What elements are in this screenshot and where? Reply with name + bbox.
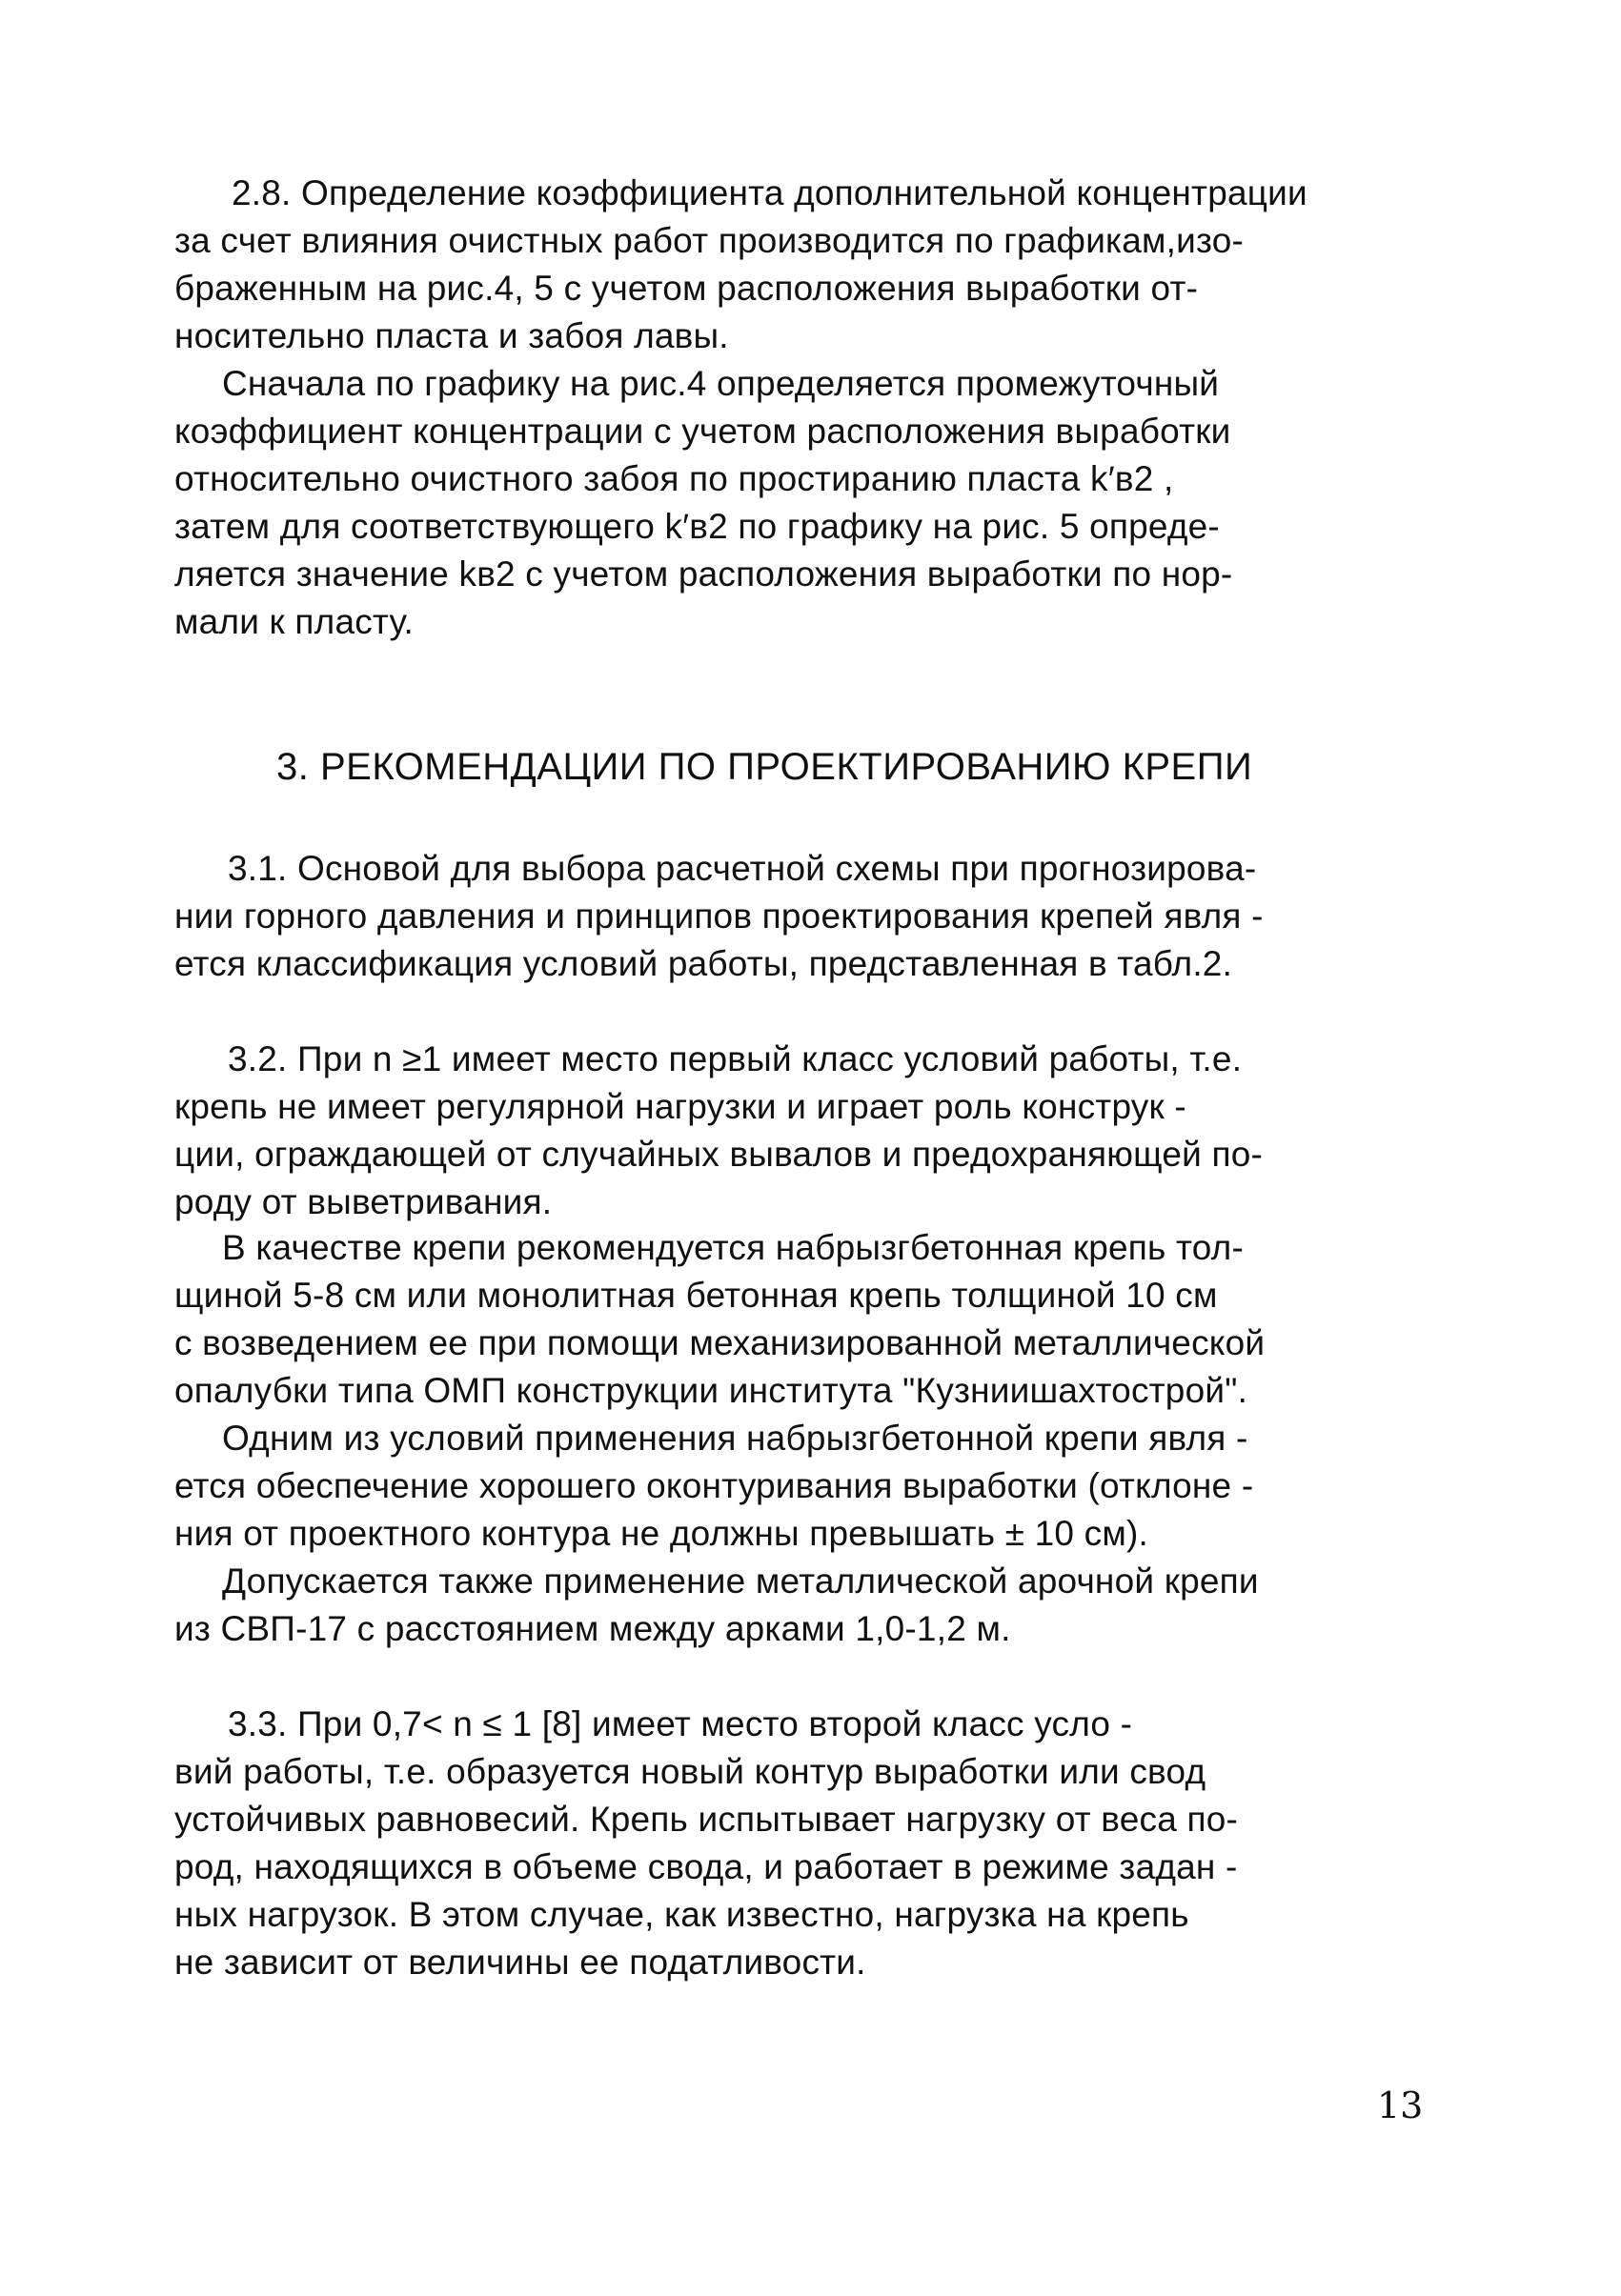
page-number: 13 [1377,2085,1424,2126]
paragraph-3-2-b [174,1224,1470,1415]
text-line: род, находящихся в объеме свода, и работает в режиме задан - [174,1847,1238,1886]
text-line: браженным на рис.4, 5 с учетом расположения выработки от- [174,269,1199,308]
text-line: не зависит от величины ее податливости. [174,1943,866,1982]
text-line: 3.1. Основой для выбора расчетной схемы при прогнозирова- [228,849,1257,888]
paragraph-2-8-cont [174,360,1470,646]
text-line: В качестве крепи рекомендуется набрызгбетонная крепь тол- [222,1228,1244,1267]
text-line: ния от проектного контура не должны превышать ± 10 см). [174,1514,1149,1553]
text-line: вий работы, т.е. образуется новый контур выработки или свод [174,1752,1206,1791]
text-line: ных нагрузок. В этом случае, как известно, нагрузка на крепь [174,1895,1189,1934]
text-line: щиной 5-8 см или монолитная бетонная крепь толщиной 10 см [174,1276,1218,1315]
text-line: с возведением ее при помощи механизированной металлической [174,1323,1266,1362]
text-line: ется обеспечение хорошего оконтуривания выработки (отклоне - [174,1466,1254,1505]
section-heading: 3. РЕКОМЕНДАЦИИ ПО ПРОЕКТИРОВАНИЮ КРЕПИ [276,746,1253,788]
text-line: Одним из условий применения набрызгбетонной крепи явля - [222,1419,1248,1458]
text-line: затем для соответствующего k′в2 по графику на рис. 5 опреде- [174,507,1220,546]
text-line: устойчивых равновесий. Крепь испытывает нагрузку от веса по- [174,1800,1239,1839]
text-line: ется классификация условий работы, представленная в табл.2. [174,944,1233,983]
paragraph-3-3 [174,1701,1470,1986]
text-line: нии горного давления и принципов проектирования крепей явля - [174,896,1264,936]
paragraph-3-2-c [174,1415,1470,1558]
text-line: за счет влияния очистных работ производится по графикам,изо- [174,221,1245,260]
paragraph-3-2 [174,1036,1470,1226]
text-line: Допускается также применение металлической арочной крепи [222,1561,1259,1601]
text-line: носительно пласта и забоя лавы. [174,316,729,355]
text-line: Сначала по графику на рис.4 определяется промежуточный [222,364,1220,403]
paragraph-3-1 [174,845,1470,988]
paragraph-3-2-d [174,1558,1470,1653]
text-line: ляется значение kв2 с учетом расположения выработки по нор- [174,554,1233,594]
text-line: опалубки типа ОМП конструкции института "Кузниишахтострой". [174,1371,1248,1410]
text-line: ции, ограждающей от случайных вывалов и предохраняющей по- [174,1135,1264,1174]
paragraph-2-8 [174,170,1470,360]
text-line: из СВП-17 с расстоянием между арками 1,0-1,2 м. [174,1609,1011,1648]
text-line: 3.2. При n ≥1 имеет место первый класс условий работы, т.е. [228,1039,1243,1078]
text-line: крепь не имеет регулярной нагрузки и играет роль конструк - [174,1087,1186,1126]
text-line: роду от выветривания. [174,1182,553,1221]
text-line: мали к пласту. [174,602,414,641]
text-line: относительно очистного забоя по простиранию пласта k′в2 , [174,459,1174,498]
text-line: 2.8. Определение коэффициента дополнительной концентрации [232,173,1307,212]
text-line: 3.3. При 0,7< n ≤ 1 [8] имеет место второй класс усло - [228,1704,1133,1743]
text-line: коэффициент концентрации с учетом расположения выработки [174,412,1231,451]
